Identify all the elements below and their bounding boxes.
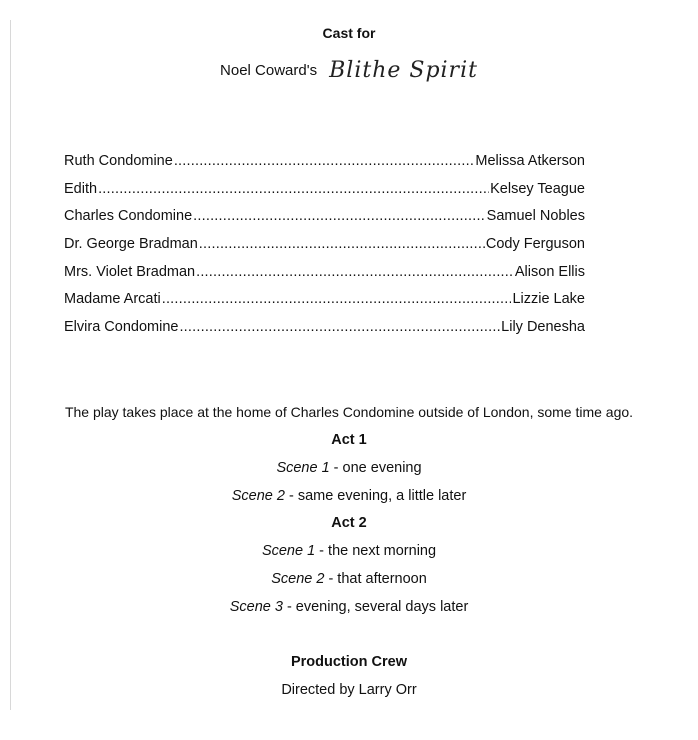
scene-name: Scene 2	[231, 488, 285, 504]
actor-name: Lily Denesha	[501, 319, 585, 336]
cast-row	[64, 319, 585, 347]
play-title-script: Blithe Spirit	[329, 58, 478, 83]
actor-name: Cody Ferguson	[485, 236, 585, 253]
dot-leader	[196, 264, 514, 280]
actor-name: Kelsey Teague	[490, 180, 585, 197]
dot-leader	[199, 236, 485, 252]
scene-desc: - the next morning	[315, 543, 437, 559]
act-heading: Act 2	[331, 515, 367, 531]
scene-line	[0, 571, 698, 587]
dot-leader	[174, 153, 475, 169]
scene-line	[0, 543, 698, 559]
scene-name: Scene 1	[261, 543, 316, 559]
cast-list	[64, 153, 585, 347]
role-name: Dr. George Bradman	[64, 236, 198, 253]
cast-row	[64, 236, 585, 264]
crew-heading: Production Crew	[290, 654, 407, 670]
scene-desc: - that afternoon	[324, 571, 427, 587]
author-prefix: Noel Coward's	[220, 62, 318, 79]
dot-leader	[193, 208, 486, 224]
scene-desc: - one evening	[329, 460, 422, 476]
actor-name: Lizzie Lake	[512, 291, 585, 308]
scene-line	[0, 599, 698, 615]
actor-name: Melissa Atkerson	[475, 153, 585, 169]
role-name: Edith	[64, 180, 98, 197]
dot-leader	[179, 319, 500, 335]
cast-row	[64, 153, 585, 181]
scene-name: Scene 1	[276, 460, 330, 476]
scene-line	[0, 460, 698, 476]
scene-desc: - evening, several days later	[282, 599, 469, 615]
scene-name: Scene 2	[271, 571, 325, 587]
actor-name: Alison Ellis	[514, 263, 585, 280]
act-heading: Act 1	[331, 432, 367, 448]
actor-name: Samuel Nobles	[486, 208, 585, 225]
role-name: Elvira Condomine	[64, 319, 179, 336]
scene-line	[0, 488, 698, 504]
setting-text: The play takes place at the home of Charles Condomine outside of London, some time ago.	[64, 404, 634, 420]
scene-name: Scene 3	[229, 599, 283, 615]
role-name: Madame Arcati	[64, 291, 161, 308]
director-credit: Directed by Larry Orr	[281, 682, 417, 698]
cast-row	[64, 208, 585, 236]
role-name: Mrs. Violet Bradman	[64, 263, 196, 280]
dot-leader	[98, 181, 489, 197]
scene-desc: - same evening, a little later	[284, 488, 467, 504]
cast-row	[64, 291, 585, 319]
play-subtitle	[0, 58, 698, 83]
role-name: Charles Condomine	[64, 208, 193, 225]
cast-row	[64, 181, 585, 209]
cast-heading: Cast for	[322, 25, 376, 41]
role-name: Ruth Condomine	[64, 153, 173, 169]
dot-leader	[162, 291, 512, 307]
cast-row	[64, 264, 585, 292]
